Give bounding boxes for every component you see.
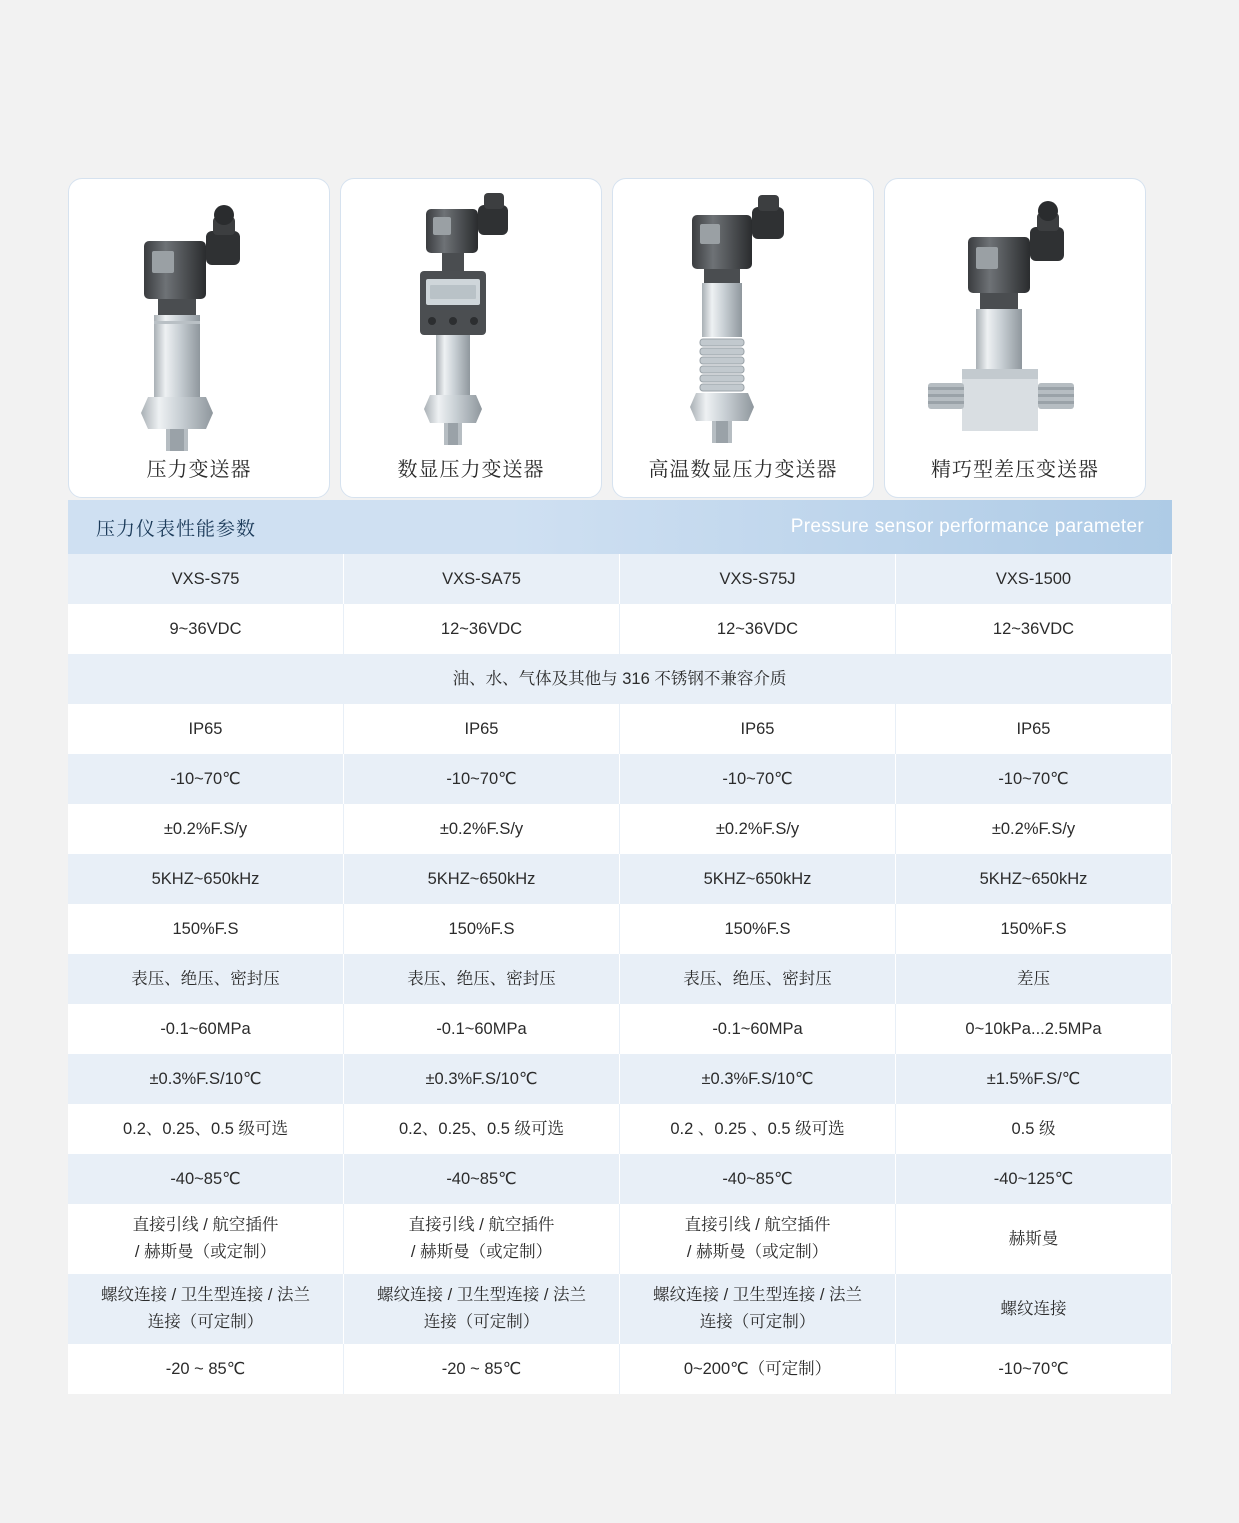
table-header-title-en: Pressure sensor performance parameter xyxy=(790,516,1144,537)
table-cell: VXS-SA75 xyxy=(344,554,620,604)
table-cell: ±1.5%F.S/℃ xyxy=(896,1054,1172,1104)
product-label: 高温数显压力变送器 xyxy=(648,459,838,481)
table-cell: 0.2、0.25、0.5 级可选 xyxy=(344,1104,620,1154)
table-cell: 12~36VDC xyxy=(896,604,1172,654)
product-card[interactable] xyxy=(340,178,602,498)
table-cell: 表压、绝压、密封压 xyxy=(620,954,896,1004)
table-row xyxy=(68,854,1172,904)
table-cell: 150%F.S xyxy=(620,904,896,954)
table-row xyxy=(68,654,1172,704)
spec-table xyxy=(68,500,1172,1394)
table-cell: -20 ~ 85℃ xyxy=(68,1344,344,1394)
table-cell: -10~70℃ xyxy=(896,1344,1172,1394)
table-row xyxy=(68,954,1172,1004)
table-cell: -40~85℃ xyxy=(620,1154,896,1204)
table-cell: 油、水、气体及其他与 316 不锈钢不兼容介质 xyxy=(68,654,1172,704)
table-row xyxy=(68,1054,1172,1104)
table-row xyxy=(68,1104,1172,1154)
table-cell: 螺纹连接 / 卫生型连接 / 法兰 连接（可定制） xyxy=(344,1274,620,1344)
pressure-transmitter-image xyxy=(69,179,329,457)
table-cell: 直接引线 / 航空插件 / 赫斯曼（或定制） xyxy=(68,1204,344,1274)
table-header-title-zh: 压力仪表性能参数 xyxy=(96,518,257,540)
table-cell: -40~125℃ xyxy=(896,1154,1172,1204)
table-cell: -20 ~ 85℃ xyxy=(344,1344,620,1394)
table-cell: 150%F.S xyxy=(344,904,620,954)
product-card-list xyxy=(68,178,1172,498)
table-cell: 0.5 级 xyxy=(896,1104,1172,1154)
table-cell: ±0.2%F.S/y xyxy=(896,804,1172,854)
table-cell: 螺纹连接 / 卫生型连接 / 法兰 连接（可定制） xyxy=(620,1274,896,1344)
table-row xyxy=(68,1154,1172,1204)
table-cell: 赫斯曼 xyxy=(896,1204,1172,1274)
table-header xyxy=(68,500,1172,554)
table-cell: -40~85℃ xyxy=(68,1154,344,1204)
product-label: 压力变送器 xyxy=(146,459,252,481)
table-cell: 直接引线 / 航空插件 / 赫斯曼（或定制） xyxy=(620,1204,896,1274)
table-row xyxy=(68,704,1172,754)
table-cell: 0~10kPa...2.5MPa xyxy=(896,1004,1172,1054)
table-row xyxy=(68,604,1172,654)
table-cell: 5KHZ~650kHz xyxy=(344,854,620,904)
table-cell: 螺纹连接 / 卫生型连接 / 法兰 连接（可定制） xyxy=(68,1274,344,1344)
product-card[interactable] xyxy=(612,178,874,498)
table-cell: 12~36VDC xyxy=(344,604,620,654)
table-cell: -10~70℃ xyxy=(620,754,896,804)
table-row xyxy=(68,754,1172,804)
table-cell: -0.1~60MPa xyxy=(344,1004,620,1054)
table-cell: ±0.2%F.S/y xyxy=(68,804,344,854)
table-cell: -0.1~60MPa xyxy=(68,1004,344,1054)
table-cell: 5KHZ~650kHz xyxy=(896,854,1172,904)
table-row xyxy=(68,1004,1172,1054)
product-label: 数显压力变送器 xyxy=(397,459,545,481)
table-cell: 表压、绝压、密封压 xyxy=(344,954,620,1004)
table-cell: 直接引线 / 航空插件 / 赫斯曼（或定制） xyxy=(344,1204,620,1274)
table-cell: ±0.3%F.S/10℃ xyxy=(620,1054,896,1104)
table-cell: 差压 xyxy=(896,954,1172,1004)
table-cell: -40~85℃ xyxy=(344,1154,620,1204)
product-card[interactable] xyxy=(884,178,1146,498)
table-cell: VXS-S75 xyxy=(68,554,344,604)
table-row xyxy=(68,1204,1172,1274)
table-cell: IP65 xyxy=(896,704,1172,754)
table-cell: 0.2、0.25、0.5 级可选 xyxy=(68,1104,344,1154)
table-cell: IP65 xyxy=(344,704,620,754)
table-cell: IP65 xyxy=(68,704,344,754)
table-cell: VXS-S75J xyxy=(620,554,896,604)
table-cell: 9~36VDC xyxy=(68,604,344,654)
table-row xyxy=(68,804,1172,854)
table-cell: ±0.3%F.S/10℃ xyxy=(344,1054,620,1104)
table-cell: -10~70℃ xyxy=(344,754,620,804)
table-cell: VXS-1500 xyxy=(896,554,1172,604)
table-body xyxy=(68,554,1172,1394)
compact-differential-pressure-transmitter-image xyxy=(885,179,1145,457)
product-label: 精巧型差压变送器 xyxy=(931,459,1099,481)
table-cell: ±0.2%F.S/y xyxy=(344,804,620,854)
table-row xyxy=(68,904,1172,954)
table-cell: ±0.3%F.S/10℃ xyxy=(68,1054,344,1104)
table-cell: 150%F.S xyxy=(896,904,1172,954)
table-cell: 0~200℃（可定制） xyxy=(620,1344,896,1394)
table-row xyxy=(68,1344,1172,1394)
table-cell: -0.1~60MPa xyxy=(620,1004,896,1054)
table-row xyxy=(68,554,1172,604)
table-cell: 螺纹连接 xyxy=(896,1274,1172,1344)
product-card[interactable] xyxy=(68,178,330,498)
high-temp-digital-pressure-transmitter-image xyxy=(613,179,873,457)
table-row xyxy=(68,1274,1172,1344)
table-cell: 5KHZ~650kHz xyxy=(68,854,344,904)
table-cell: 150%F.S xyxy=(68,904,344,954)
table-cell: 0.2 、0.25 、0.5 级可选 xyxy=(620,1104,896,1154)
table-cell: 表压、绝压、密封压 xyxy=(68,954,344,1004)
table-cell: -10~70℃ xyxy=(896,754,1172,804)
table-cell: IP65 xyxy=(620,704,896,754)
table-cell: -10~70℃ xyxy=(68,754,344,804)
table-cell: 12~36VDC xyxy=(620,604,896,654)
table-cell: 5KHZ~650kHz xyxy=(620,854,896,904)
digital-pressure-transmitter-image xyxy=(341,179,601,457)
table-cell: ±0.2%F.S/y xyxy=(620,804,896,854)
